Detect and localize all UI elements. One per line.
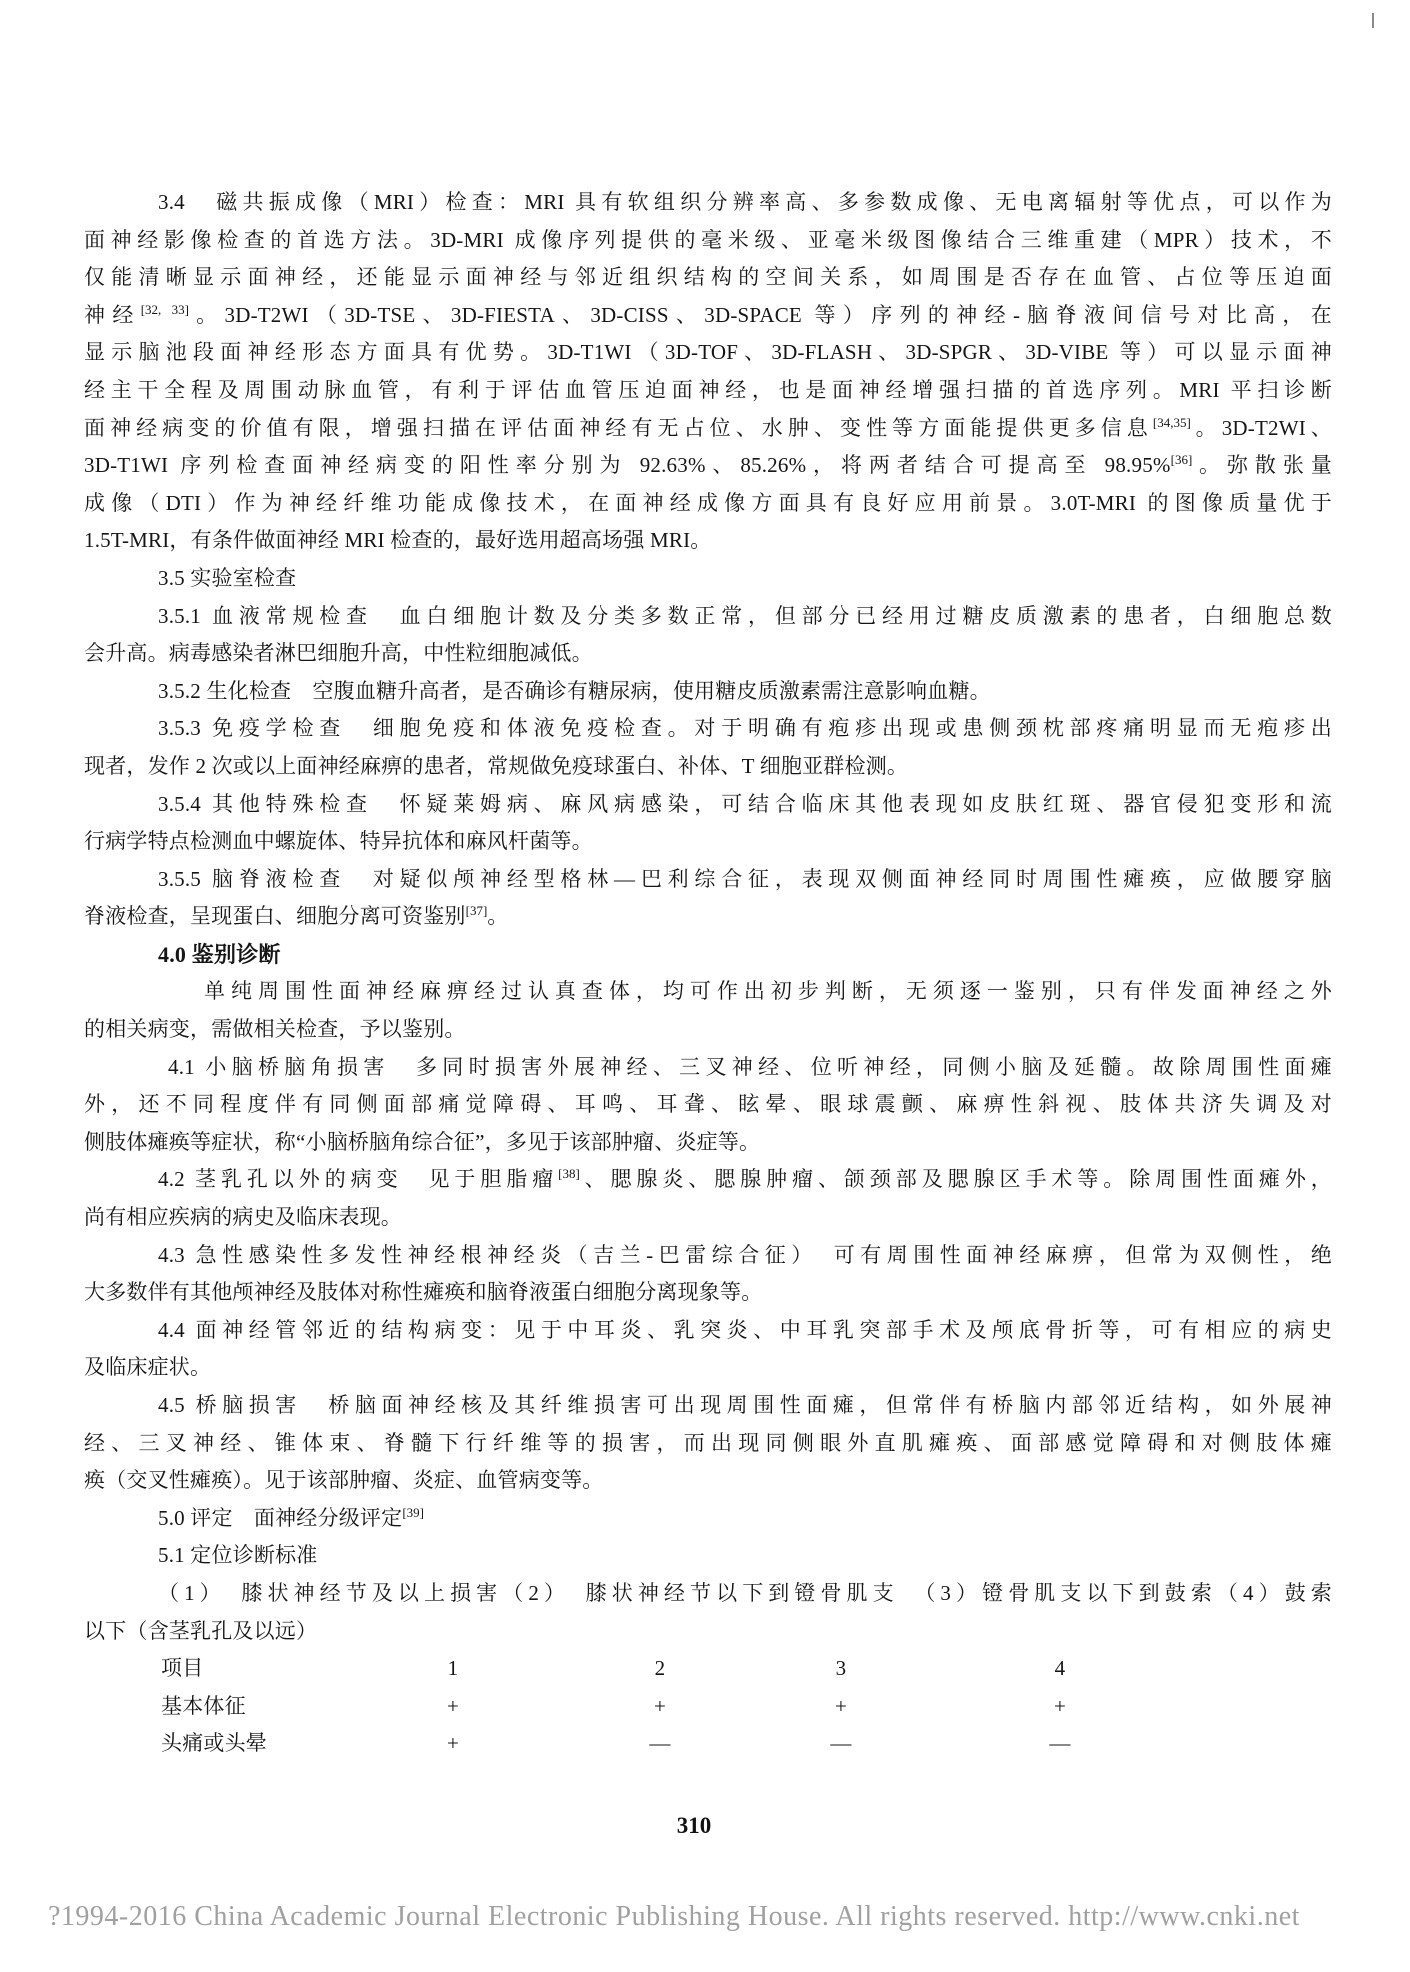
text-line: 4.1 小脑桥脑角损害 多同时损害外展神经、三叉神经、位听神经，同侧小脑及延髓。故除周围性面瘫 — [168, 1054, 1332, 1079]
page-number: 310 — [676, 1813, 712, 1838]
text-line: 现者，发作 2 次或以上面神经麻痹的患者，常规做免疫球蛋白、补体、T 细胞亚群检测。 — [84, 753, 909, 778]
document-content — [84, 184, 1332, 1763]
text-line: 脊液检查，呈现蛋白、细胞分离可资鉴别[37]。 — [84, 903, 509, 929]
text-line: 3.4 磁共振成像（MRI）检查：MRI 具有软组织分辨率高、多参数成像、无电离辐射等优点，可以作为 — [158, 190, 1332, 214]
table-cell: 4 — [1054, 1656, 1066, 1681]
text-line: 成像（DTI）作为神经纤维功能成像技术，在面神经成像方面具有良好应用前景。3.0T-MRI 的图像质量优于 — [84, 490, 1332, 515]
text-line: 3.5.1 血液常规检查 血白细胞计数及分类多数正常，但部分已经用过糖皮质激素的患者，白细胞总数 — [158, 603, 1332, 628]
text-line: 单纯周围性面神经麻痹经过认真查体，均可作出初步判断，无须逐一鉴别，只有伴发面神经之外 — [204, 979, 1332, 1004]
table-cell: + — [653, 1693, 667, 1718]
text-line: 3.5 实验室检查 — [158, 565, 297, 590]
text-line: 痪（交叉性瘫痪）。见于该部肿瘤、炎症、血管病变等。 — [84, 1468, 604, 1493]
citation-ref: [39] — [402, 1504, 424, 1520]
scan-artifact-mark — [1372, 13, 1374, 28]
table-row-label: 项目 — [161, 1656, 204, 1681]
citation-ref: [34,35] — [1152, 414, 1191, 430]
text-line: 5.1 定位诊断标准 — [158, 1543, 318, 1568]
text-line: 4.4 面神经管邻近的结构病变：见于中耳炎、乳突炎、中耳乳突部手术及颅底骨折等，可有相应的病史 — [158, 1317, 1332, 1342]
table-cell: + — [446, 1693, 460, 1718]
table-cell: — — [830, 1731, 852, 1756]
table-cell: 3 — [835, 1656, 847, 1681]
text-line: （1） 膝状神经节及以上损害（2） 膝状神经节以下到镫骨肌支 （3）镫骨肌支以下到鼓索（4）鼓索 — [158, 1580, 1332, 1605]
text-line: 3D-T1WI 序列检查面神经病变的阳性率分别为 92.63%、85.26%，将两者结合可提高至 98.95%[36]。弥散张量 — [84, 452, 1332, 478]
text-line: 4.3 急性感染性多发性神经根神经炎（吉兰-巴雷综合征） 可有周围性面神经麻痹，但常为双侧性，绝 — [158, 1242, 1332, 1267]
text-line: 4.0 鉴别诊断 — [158, 941, 281, 967]
text-line: 面神经病变的价值有限，增强扫描在评估面神经有无占位、水肿、变性等方面能提供更多信息[34,35]。3D-T2WI、 — [84, 414, 1332, 440]
table-cell: — — [1049, 1731, 1071, 1756]
table-row-label: 头痛或头晕 — [161, 1731, 267, 1756]
table-cell: 2 — [654, 1656, 666, 1681]
cnki-footer: ?1994-2016 China Academic Journal Electronic Publishing House. All rights reserved. http://www.cnki.net — [48, 1901, 1300, 1932]
table-row — [84, 1725, 1332, 1763]
text-line: 行病学特点检测血中螺旋体、特异抗体和麻风杆菌等。 — [84, 829, 593, 854]
text-line: 尚有相应疾病的病史及临床表现。 — [84, 1205, 402, 1230]
text-line: 神经[32, 33]。3D-T2WI（3D-TSE、3D-FIESTA、3D-CISS、3D-SPACE 等）序列的神经-脑脊液间信号对比高，在 — [84, 301, 1332, 327]
table-cell: 1 — [447, 1656, 459, 1681]
text-line: 3.5.3 免疫学检查 细胞免疫和体液免疫检查。对于明确有疱疹出现或患侧颈枕部疼痛明显而无疱疹出 — [158, 716, 1332, 741]
text-line: 仅能清晰显示面神经，还能显示面神经与邻近组织结构的空间关系，如周围是否存在血管、占位等压迫面 — [84, 265, 1332, 290]
text-line: 3.5.4 其他特殊检查 怀疑莱姆病、麻风病感染，可结合临床其他表现如皮肤红斑、器官侵犯变形和流 — [158, 791, 1332, 816]
text-line: 外，还不同程度伴有同侧面部痛觉障碍、耳鸣、耳聋、眩晕、眼球震颤、麻痹性斜视、肢体共济失调及对 — [84, 1092, 1332, 1117]
text-line: 经主干全程及周围动脉血管，有利于评估血管压迫面神经，也是面神经增强扫描的首选序列。MRI 平扫诊断 — [84, 377, 1332, 402]
table-row — [84, 1650, 1332, 1688]
text-line: 以下（含茎乳孔及以远） — [84, 1618, 318, 1643]
text-line: 3.5.5 脑脊液检查 对疑似颅神经型格林—巴利综合征，表现双侧面神经同时周围性瘫痪，应做腰穿脑 — [158, 866, 1332, 891]
citation-ref: [36] — [1170, 452, 1193, 468]
text-line: 经、三叉神经、锥体束、脊髓下行纤维等的损害，而出现同侧眼外直肌瘫痪、面部感觉障碍和对侧肢体瘫 — [84, 1430, 1332, 1455]
table-row — [84, 1688, 1332, 1726]
text-line: 1.5T-MRI，有条件做面神经 MRI 检查的，最好选用超高场强 MRI。 — [84, 528, 712, 553]
table-row-label: 基本体征 — [161, 1693, 246, 1718]
table-cell: + — [446, 1731, 460, 1756]
citation-ref: [38] — [558, 1166, 580, 1182]
text-line: 4.2 茎乳孔以外的病变 见于胆脂瘤[38]、腮腺炎、腮腺肿瘤、颌颈部及腮腺区手术等。除周围性面瘫外， — [158, 1166, 1332, 1192]
table-cell: — — [649, 1731, 671, 1756]
text-line: 4.5 桥脑损害 桥脑面神经核及其纤维损害可出现周围性面瘫，但常伴有桥脑内部邻近结构，如外展神 — [158, 1393, 1332, 1417]
table-cell: + — [1053, 1693, 1067, 1718]
text-line: 显示脑池段面神经形态方面具有优势。3D-T1WI（3D-TOF、3D-FLASH、3D-SPGR、3D-VIBE 等）可以显示面神 — [84, 340, 1332, 365]
text-line: 及临床症状。 — [84, 1355, 212, 1380]
text-line: 5.0 评定 面神经分级评定[39] — [158, 1504, 424, 1530]
table-cell: + — [834, 1693, 848, 1718]
text-line: 3.5.2 生化检查 空腹血糖升高者，是否确诊有糖尿病，使用糖皮质激素需注意影响血糖。 — [158, 678, 991, 703]
text-line: 侧肢体瘫痪等症状，称“小脑桥脑角综合征”，多见于该部肿瘤、炎症等。 — [84, 1129, 761, 1154]
citation-ref: [32, 33] — [140, 301, 190, 317]
text-line: 的相关病变，需做相关检查，予以鉴别。 — [84, 1017, 466, 1042]
citation-ref: [37] — [465, 903, 488, 919]
text-line: 面神经影像检查的首选方法。3D-MRI 成像序列提供的毫米级、亚毫米级图像结合三维重建（MPR）技术，不 — [84, 227, 1332, 252]
text-line: 会升高。病毒感染者淋巴细胞升高，中性粒细胞减低。 — [84, 641, 593, 666]
text-line: 大多数伴有其他颅神经及肢体对称性瘫痪和脑脊液蛋白细胞分离现象等。 — [84, 1280, 763, 1305]
